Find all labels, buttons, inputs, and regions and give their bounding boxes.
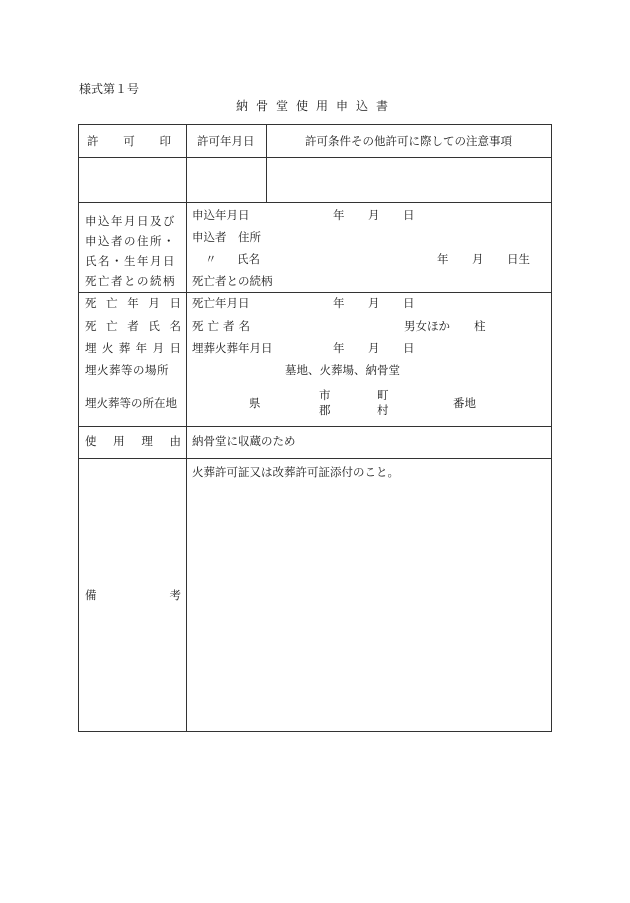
- name-label: 氏名: [237, 252, 260, 266]
- permit-date-header: 許可年月日: [197, 134, 255, 148]
- count-unit: 柱: [474, 319, 486, 333]
- row-divider: [79, 458, 551, 459]
- death-date-row-label: 死 亡 年 月 日: [85, 296, 181, 310]
- death-date-label: 死亡年月日: [192, 296, 250, 310]
- burial-date-row-label: 埋 火 葬 年 月 日: [85, 341, 181, 355]
- row-divider: [79, 202, 551, 203]
- applicant-label-line: 申込年月日及び: [85, 214, 176, 228]
- city-unit: 市: [319, 388, 331, 402]
- month-unit: 月: [368, 208, 380, 222]
- remarks-label: 備 考: [85, 588, 181, 602]
- day-unit: 日: [403, 208, 415, 222]
- column-divider: [266, 125, 267, 202]
- lot-unit: 番地: [453, 396, 476, 410]
- burial-place-row-label: 埋火葬等の場所: [85, 363, 169, 377]
- gender-label: 男女ほか: [404, 319, 450, 333]
- row-divider: [79, 292, 551, 293]
- day-unit: 日: [403, 341, 415, 355]
- row-divider: [79, 426, 551, 427]
- year-unit: 年: [333, 341, 345, 355]
- seal-label: 許 可 印: [87, 134, 171, 148]
- apply-date-label: 申込年月日: [192, 208, 250, 222]
- relation-label: 死亡者との続柄: [192, 274, 273, 288]
- district-unit: 郡: [319, 403, 331, 417]
- year-unit: 年: [333, 296, 345, 310]
- month-unit: 月: [368, 296, 380, 310]
- applicant-label-line: 申込者の住所・: [85, 234, 176, 248]
- year-unit: 年: [333, 208, 345, 222]
- burial-date-label: 埋葬火葬年月日: [192, 341, 273, 355]
- birth-day-unit: 日生: [507, 252, 530, 266]
- ditto-mark: 〃: [205, 252, 217, 266]
- applicant-label-line: 氏名・生年月日: [85, 254, 176, 268]
- birth-month-unit: 月: [472, 252, 484, 266]
- birth-year-unit: 年: [437, 252, 449, 266]
- applicant-label-line: 死亡者との続柄: [85, 274, 176, 288]
- form-title: 納骨堂使用申込書: [236, 99, 397, 113]
- purpose-label: 使 用 理 由: [85, 434, 181, 448]
- month-unit: 月: [368, 341, 380, 355]
- burial-location-row-label: 埋火葬等の所在地: [85, 396, 177, 410]
- prefecture-unit: 県: [249, 396, 261, 410]
- deceased-name-row-label: 死 亡 者 氏 名: [85, 319, 181, 333]
- purpose-text: 納骨堂に収蔵のため: [192, 434, 296, 448]
- form-number: 様式第１号: [79, 82, 140, 96]
- day-unit: 日: [403, 296, 415, 310]
- remarks-text: 火葬許可証又は改葬許可証添付のこと。: [192, 465, 399, 479]
- place-options: 墓地、火葬場、納骨堂: [285, 363, 400, 377]
- address-label: 申込者 住所: [192, 230, 261, 244]
- column-divider: [186, 125, 187, 732]
- row-divider: [79, 157, 551, 158]
- village-unit: 村: [377, 403, 389, 417]
- application-table: [78, 124, 552, 732]
- deceased-name-label: 死亡者名: [192, 319, 254, 333]
- town-unit: 町: [377, 388, 389, 402]
- conditions-header: 許可条件その他許可に際しての注意事項: [305, 134, 512, 148]
